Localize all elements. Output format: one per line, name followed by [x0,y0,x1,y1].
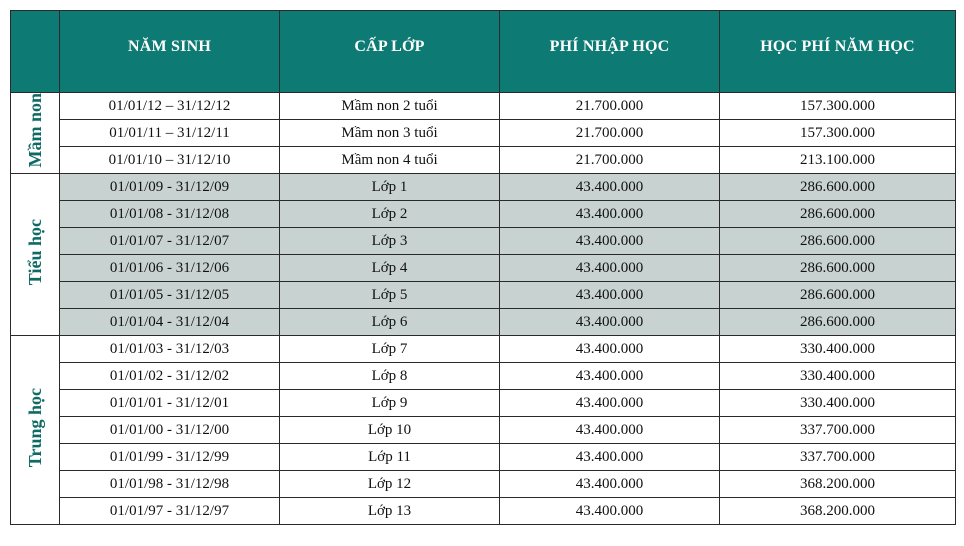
admission-fee-cell: 43.400.000 [500,444,720,471]
birth-year-cell: 01/01/98 - 31/12/98 [60,471,280,498]
grade-level-cell: Lớp 11 [280,444,500,471]
tuition-table-container [10,10,955,525]
grade-level-cell: Lớp 6 [280,309,500,336]
admission-fee-cell: 43.400.000 [500,498,720,525]
birth-year-cell: 01/01/10 – 31/12/10 [60,147,280,174]
grade-level-cell: Lớp 8 [280,363,500,390]
admission-fee-cell: 21.700.000 [500,120,720,147]
grade-level-cell: Lớp 9 [280,390,500,417]
header-annual-tuition: HỌC PHÍ NĂM HỌC [720,11,956,93]
admission-fee-cell: 43.400.000 [500,417,720,444]
annual-tuition-cell: 286.600.000 [720,255,956,282]
grade-level-cell: Mầm non 2 tuổi [280,93,500,120]
admission-fee-cell: 43.400.000 [500,255,720,282]
admission-fee-cell: 43.400.000 [500,336,720,363]
table-row [11,120,956,147]
birth-year-cell: 01/01/08 - 31/12/08 [60,201,280,228]
header-grade-level: CẤP LỚP [280,11,500,93]
admission-fee-cell: 43.400.000 [500,390,720,417]
table-row [11,147,956,174]
table-row [11,201,956,228]
group-label-cell [11,93,60,174]
table-row [11,363,956,390]
grade-level-cell: Lớp 5 [280,282,500,309]
birth-year-cell: 01/01/99 - 31/12/99 [60,444,280,471]
annual-tuition-cell: 330.400.000 [720,336,956,363]
grade-level-cell: Lớp 1 [280,174,500,201]
grade-level-cell: Mầm non 3 tuổi [280,120,500,147]
annual-tuition-cell: 157.300.000 [720,120,956,147]
birth-year-cell: 01/01/02 - 31/12/02 [60,363,280,390]
annual-tuition-cell: 286.600.000 [720,282,956,309]
header-group [11,11,60,93]
admission-fee-cell: 43.400.000 [500,471,720,498]
grade-level-cell: Lớp 4 [280,255,500,282]
header-admission-fee: PHÍ NHẬP HỌC [500,11,720,93]
tuition-table [10,10,956,525]
annual-tuition-cell: 337.700.000 [720,444,956,471]
admission-fee-cell: 43.400.000 [500,309,720,336]
annual-tuition-cell: 286.600.000 [720,201,956,228]
grade-level-cell: Mầm non 4 tuổi [280,147,500,174]
table-row [11,309,956,336]
annual-tuition-cell: 330.400.000 [720,390,956,417]
annual-tuition-cell: 286.600.000 [720,228,956,255]
birth-year-cell: 01/01/09 - 31/12/09 [60,174,280,201]
grade-level-cell: Lớp 2 [280,201,500,228]
table-row [11,444,956,471]
birth-year-cell: 01/01/05 - 31/12/05 [60,282,280,309]
grade-level-cell: Lớp 13 [280,498,500,525]
table-row [11,390,956,417]
group-label-cell [11,174,60,336]
birth-year-cell: 01/01/12 – 31/12/12 [60,93,280,120]
group-label: Trung học [24,387,45,468]
birth-year-cell: 01/01/06 - 31/12/06 [60,255,280,282]
annual-tuition-cell: 286.600.000 [720,309,956,336]
table-row [11,471,956,498]
table-row [11,228,956,255]
birth-year-cell: 01/01/01 - 31/12/01 [60,390,280,417]
table-row [11,174,956,201]
group-label: Mầm non [24,93,45,168]
admission-fee-cell: 43.400.000 [500,174,720,201]
group-label: Tiểu học [24,218,45,286]
birth-year-cell: 01/01/11 – 31/12/11 [60,120,280,147]
table-row [11,282,956,309]
birth-year-cell: 01/01/07 - 31/12/07 [60,228,280,255]
annual-tuition-cell: 213.100.000 [720,147,956,174]
annual-tuition-cell: 286.600.000 [720,174,956,201]
birth-year-cell: 01/01/00 - 31/12/00 [60,417,280,444]
annual-tuition-cell: 337.700.000 [720,417,956,444]
table-body [11,93,956,525]
admission-fee-cell: 21.700.000 [500,93,720,120]
birth-year-cell: 01/01/04 - 31/12/04 [60,309,280,336]
grade-level-cell: Lớp 10 [280,417,500,444]
admission-fee-cell: 43.400.000 [500,282,720,309]
header-row [11,11,956,93]
table-row [11,93,956,120]
table-row [11,336,956,363]
annual-tuition-cell: 330.400.000 [720,363,956,390]
birth-year-cell: 01/01/97 - 31/12/97 [60,498,280,525]
admission-fee-cell: 43.400.000 [500,228,720,255]
annual-tuition-cell: 368.200.000 [720,498,956,525]
grade-level-cell: Lớp 7 [280,336,500,363]
table-row [11,498,956,525]
table-row [11,255,956,282]
admission-fee-cell: 43.400.000 [500,363,720,390]
birth-year-cell: 01/01/03 - 31/12/03 [60,336,280,363]
admission-fee-cell: 43.400.000 [500,201,720,228]
group-label-cell [11,336,60,525]
header-birth-year: NĂM SINH [60,11,280,93]
annual-tuition-cell: 368.200.000 [720,471,956,498]
grade-level-cell: Lớp 3 [280,228,500,255]
grade-level-cell: Lớp 12 [280,471,500,498]
annual-tuition-cell: 157.300.000 [720,93,956,120]
table-row [11,417,956,444]
admission-fee-cell: 21.700.000 [500,147,720,174]
